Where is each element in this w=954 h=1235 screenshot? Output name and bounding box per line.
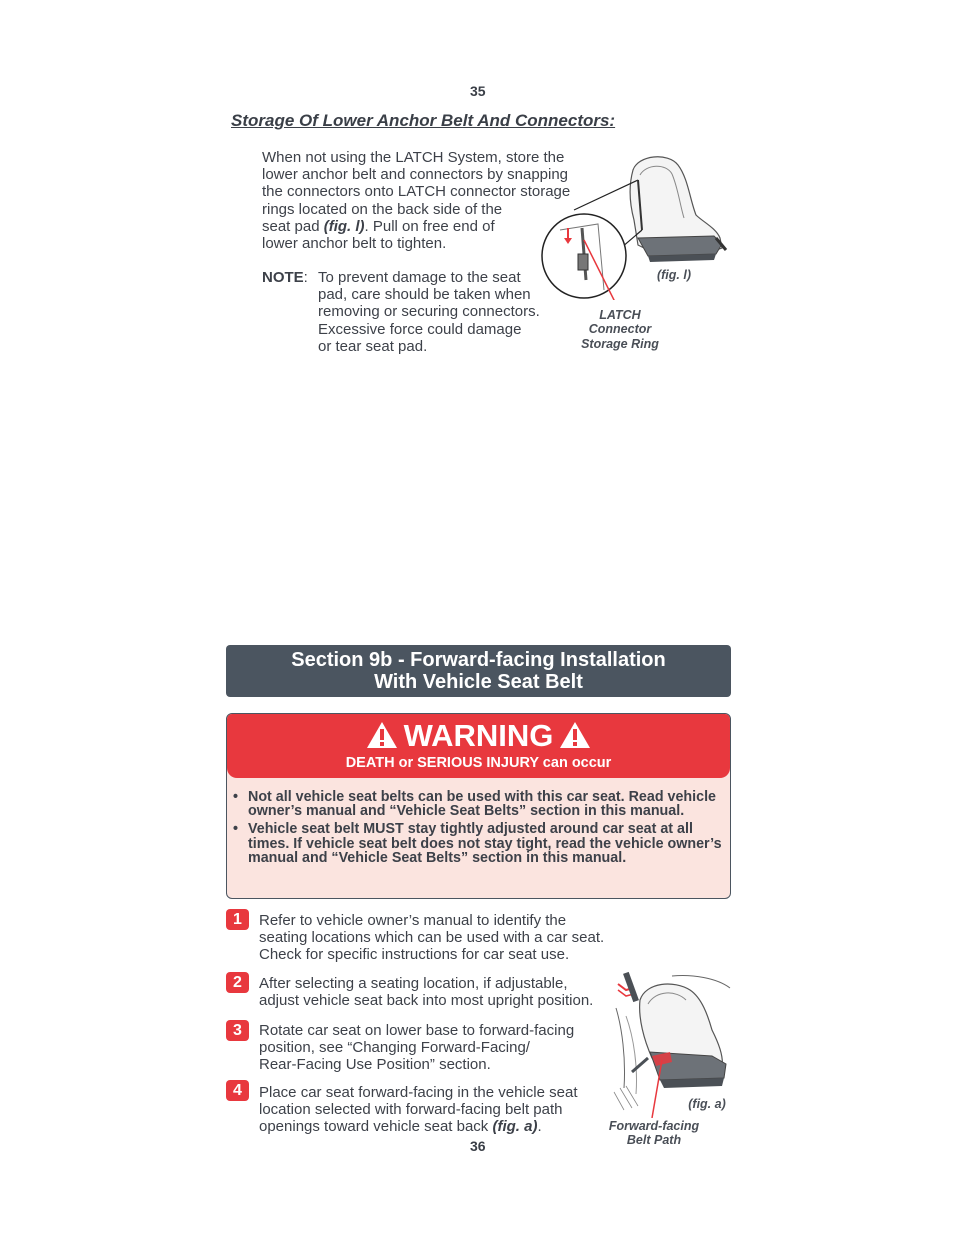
page-number-bottom: 36 [470,1138,486,1154]
callout-line: Connector [588,322,652,337]
storage-heading: Storage Of Lower Anchor Belt And Connectors: [231,111,616,130]
step-line: After selecting a seating location, if adjustable, [259,975,568,992]
step-1-text [259,912,639,964]
paragraph-line: lower anchor belt to tighten. [262,235,447,253]
warning-list [233,790,723,869]
step-line [259,1118,604,1135]
step-line: Place car seat forward-facing in the vehicle seat [259,1084,578,1101]
note-line: To prevent damage to the seat [318,269,521,286]
figure-reference: (fig. l) [323,217,365,235]
figure-reference: (fig. a) [492,1118,538,1136]
paragraph-line: rings located on the back side of the [262,200,503,218]
step-4-text [259,1084,604,1136]
step-2-badge: 2 [226,972,249,993]
paragraph-line: the connectors onto LATCH connector storage [262,183,571,201]
step-line: position, see “Changing Forward-Facing/ [259,1039,530,1057]
step-3-text [259,1022,609,1074]
callout-line: Storage Ring [581,336,659,351]
note-line: Excessive force could damage [318,320,522,338]
note-line: pad, care should be taken when [318,286,531,304]
paragraph-line: When not using the LATCH System, store the [262,149,565,166]
warning-title: WARNING [227,718,730,754]
warning-triangle-icon [559,721,591,749]
section-9b-banner [226,645,731,697]
note-line: removing or securing connectors. [318,303,540,321]
warning-subtitle: DEATH or SERIOUS INJURY can occur [345,755,612,771]
warning-item: • Vehicle seat belt MUST stay tightly adjusted around car seat at all times. If vehicle seat belt does not stay tight, read the vehicle owner’s manual and “Vehicle Seat Belts” section in this manual. [233,822,723,865]
figure-label-a: (fig. a) [688,1097,726,1111]
step-line: Refer to vehicle owner’s manual to identify the [259,912,567,929]
note-label: NOTE: [262,269,308,286]
paragraph-text: seat pad [262,217,324,235]
warning-item: • Not all vehicle seat belts can be used with this car seat. Read vehicle owner’s manual and “Vehicle Seat Belts” section in this manual. [233,790,723,818]
forward-facing-car-seat-illustration [612,968,737,1118]
section-title-line: Section 9b - Forward-facing Installation [291,649,666,671]
step-text: openings toward vehicle seat back [259,1118,493,1136]
step-line: adjust vehicle seat back into most upright position. [259,992,594,1010]
callout-line: Forward-facing [608,1119,700,1133]
warning-box [226,713,731,899]
note-text [318,269,558,355]
warning-triangle-icon [366,721,398,749]
note-line: or tear seat pad. [318,337,428,355]
paragraph-line: lower anchor belt and connectors by snapping [262,166,569,184]
callout-line: LATCH [599,308,641,322]
callout-line: Belt Path [626,1133,682,1148]
step-3-badge: 3 [226,1020,249,1041]
step-line: seating locations which can be used with a car seat. [259,929,605,947]
latch-callout [572,308,668,351]
step-line: Rotate car seat on lower base to forward-facing [259,1022,575,1039]
step-1-badge: 1 [226,909,249,930]
section-title-line: With Vehicle Seat Belt [374,671,583,693]
page-number-top: 35 [470,83,486,99]
belt-path-callout [598,1119,710,1148]
step-line: location selected with forward-facing belt path [259,1101,563,1119]
car-seat-latch-illustration [538,150,733,300]
paragraph-text: . Pull on free end of [364,217,495,235]
step-text: . [537,1118,542,1136]
step-line: Check for specific instructions for car seat use. [259,946,570,964]
figure-label-l: (fig. l) [656,268,691,282]
warning-header [227,714,730,778]
step-4-badge: 4 [226,1080,249,1101]
step-line: Rear-Facing Use Position” section. [259,1056,491,1074]
step-2-text [259,975,619,1009]
